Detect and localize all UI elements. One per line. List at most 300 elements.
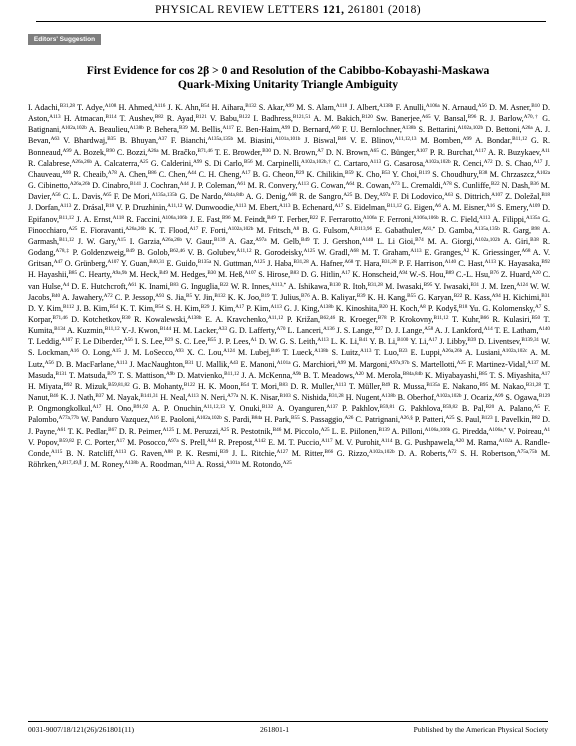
author-affiliation: A102a,102b	[425, 158, 451, 165]
author-name: N. Neri,	[200, 393, 228, 403]
author-affiliation: B39	[356, 292, 366, 299]
author-name: N. Arnaud,	[442, 103, 478, 112]
author-entry	[385, 326, 433, 335]
author-affiliation: A7	[535, 303, 542, 310]
author-name: D. E. Hutchcroft,	[71, 281, 128, 291]
author-affiliation: B134	[54, 326, 66, 333]
author-affiliation: B131	[55, 370, 67, 377]
author-affiliation: B76	[301, 292, 310, 299]
author-entry	[248, 203, 290, 212]
author-name: Y. Choi,	[392, 169, 419, 179]
author-entry	[252, 382, 288, 391]
author-affiliation: B50	[531, 314, 541, 321]
author-name: E. Luppi,	[410, 348, 442, 358]
author-name: C. H. Cheng,	[198, 169, 242, 179]
author-name: R. Kowalewski,	[134, 314, 188, 324]
author-affiliation: B121	[195, 114, 207, 121]
author-name: K. Cho,	[355, 169, 382, 179]
author-affiliation: A118	[112, 214, 124, 221]
author-name: K. T. Kim,	[120, 303, 155, 313]
author-affiliation: A113	[49, 114, 61, 121]
author-entry	[398, 449, 456, 458]
author-affiliation: A99	[462, 136, 472, 143]
author-affiliation: B83	[169, 281, 179, 288]
author-affiliation: A78,‡	[55, 248, 70, 255]
author-affiliation: A17	[541, 370, 550, 377]
author-entry	[350, 136, 417, 145]
author-name: G. De Nardo,	[179, 192, 224, 202]
author-affiliation: B130	[329, 281, 341, 288]
author-affiliation: A99	[336, 359, 346, 366]
author-entry	[425, 371, 487, 380]
author-entry	[186, 237, 226, 246]
author-affiliation: B31,28	[328, 393, 344, 400]
author-name: H. Koch,	[389, 303, 420, 313]
author-entry	[121, 326, 171, 335]
author-entry	[229, 404, 273, 413]
author-name: I. Adachi,	[28, 103, 60, 112]
author-entry	[180, 192, 244, 201]
author-entry	[62, 293, 113, 302]
author-affiliation: A1	[543, 426, 551, 433]
author-list	[28, 102, 550, 470]
author-entry	[456, 270, 499, 279]
author-entry	[82, 348, 121, 357]
author-affiliation: A97a	[379, 192, 391, 199]
author-name: V. Bansal,	[433, 114, 468, 124]
author-affiliation: B10	[531, 103, 540, 109]
author-name: M. T. Graham,	[361, 248, 411, 258]
author-name: V. E. Blinov,	[349, 136, 395, 146]
author-entry	[361, 248, 421, 257]
author-entry	[475, 136, 527, 145]
author-entry	[390, 315, 448, 324]
author-name: D. M. Asner,	[489, 103, 532, 112]
author-affiliation: B132	[214, 292, 226, 299]
author-name: P. Kodyš,	[427, 303, 459, 313]
author-affiliation: A102a,102b	[457, 125, 484, 132]
author-affiliation: A142	[254, 437, 266, 444]
author-name: A. Chen,	[118, 169, 148, 179]
author-name: S. Choudhury,	[432, 169, 479, 179]
author-entry	[504, 237, 539, 246]
author-name: R. Faccini,	[126, 214, 162, 224]
author-entry	[69, 371, 116, 380]
author-affiliation: B55	[291, 415, 300, 422]
author-affiliation: A107	[244, 270, 257, 277]
author-entry	[432, 170, 487, 179]
author-affiliation: A73	[390, 181, 400, 188]
author-name: B. Pal,	[461, 404, 486, 414]
author-affiliation: A56	[123, 337, 133, 344]
author-affiliation: A61	[127, 281, 137, 288]
author-entry	[366, 371, 423, 380]
author-affiliation: A26a,26b	[69, 181, 91, 188]
author-entry	[376, 114, 431, 123]
author-entry	[233, 215, 276, 224]
author-affiliation: A26a,26b	[161, 236, 182, 243]
author-name: O. Grünberg,	[64, 259, 108, 269]
author-name: G. Finocchiaro,	[28, 214, 551, 235]
author-affiliation: B30	[262, 147, 271, 154]
author-name: Y. B. Li,	[369, 337, 398, 347]
author-affiliation: A107	[491, 192, 503, 199]
author-name: J. Ocariz,	[463, 393, 495, 403]
author-affiliation: A26a,26b	[71, 158, 92, 165]
editors-suggestion-badge: Editors' Suggestion	[28, 34, 101, 45]
author-affiliation: B98	[531, 225, 540, 232]
author-affiliation: B71,46	[52, 314, 68, 321]
author-affiliation: A135a,135b	[474, 225, 500, 232]
author-affiliation: A124	[223, 348, 235, 355]
author-affiliation: A113	[270, 303, 282, 310]
author-entry	[120, 304, 163, 313]
author-affiliation: A135a,135b	[151, 192, 178, 199]
author-name: E. Guido,	[166, 259, 198, 269]
author-name: R. Pestotnik,	[231, 426, 273, 436]
author-entry	[201, 226, 253, 235]
author-affiliation: A113	[279, 203, 291, 210]
author-affiliation: B95	[423, 281, 433, 288]
author-name: B. G. Cheon,	[252, 169, 296, 179]
author-name: M. Biasini,	[236, 136, 275, 146]
author-affiliation: B82	[154, 114, 164, 121]
footer-publisher: Published by the American Physical Society	[413, 725, 548, 734]
author-name: G. Marchiori,	[292, 359, 337, 369]
author-affiliation: A137	[326, 404, 338, 411]
author-affiliation: A109	[528, 203, 541, 210]
author-name: H. M. Lacker,	[173, 326, 219, 336]
author-affiliation: A113	[479, 214, 491, 221]
author-affiliation: B27	[374, 326, 384, 333]
author-entry	[412, 360, 466, 369]
author-entry	[63, 136, 116, 145]
author-affiliation: A15	[112, 348, 121, 355]
author-name: J. M. LoSecco,	[124, 348, 175, 358]
author-affiliation: A15	[116, 236, 126, 243]
author-entry	[256, 226, 299, 235]
author-name: B. T. Meadows,	[303, 370, 355, 380]
author-entry	[284, 304, 334, 313]
author-entry	[75, 337, 133, 346]
author-affiliation: A99	[62, 147, 72, 154]
author-affiliation: A17	[235, 303, 245, 310]
author-affiliation: B49	[381, 381, 391, 388]
author-affiliation: A135a	[526, 214, 540, 221]
author-affiliation: B139	[378, 426, 390, 433]
author-entry	[337, 326, 383, 335]
author-entry	[28, 103, 75, 112]
author-name: J. Cochran,	[143, 181, 180, 191]
author-name: J. Haba,	[267, 259, 294, 269]
author-entry	[409, 270, 454, 279]
author-entry	[240, 393, 290, 402]
author-affiliation: B29	[295, 169, 305, 176]
author-name: S. Jia,	[166, 292, 187, 302]
author-name: C. P. Jessop,	[114, 292, 156, 302]
author-entry	[191, 181, 246, 190]
author-name: R. de Sangro,	[298, 192, 344, 202]
author-affiliation: A14	[483, 326, 493, 333]
author-name: Y. Li,	[410, 337, 429, 347]
author-affiliation: B96	[221, 214, 231, 221]
author-entry	[76, 215, 124, 224]
author-entry	[106, 393, 158, 402]
author-affiliation: A11	[541, 147, 551, 154]
author-affiliation: A26,§	[399, 415, 413, 422]
author-name: G. Pakhlova,	[398, 404, 443, 414]
author-affiliation: A106a,106b	[424, 426, 451, 433]
author-affiliation: A78	[442, 181, 452, 188]
author-entry	[143, 181, 188, 190]
author-affiliation: A77a	[227, 393, 239, 400]
author-affiliation: A116	[154, 103, 166, 109]
author-name: S. Bettarini,	[418, 125, 458, 135]
journal-volume: 121,	[322, 4, 345, 16]
author-name: M. Bomben,	[420, 136, 463, 146]
author-name: V. Bhardwaj,	[63, 136, 108, 146]
author-entry	[253, 170, 304, 179]
author-affiliation: A64	[345, 181, 355, 188]
author-entry	[63, 192, 112, 201]
author-entry	[28, 270, 77, 279]
author-affiliation: B86	[147, 169, 157, 176]
author-name: G. Calderini,	[150, 158, 194, 168]
author-name: A. J. Bevan,	[28, 125, 551, 146]
author-name: A. Bozek,	[73, 147, 107, 157]
author-affiliation: A25	[445, 415, 455, 422]
author-entry	[393, 382, 440, 391]
author-entry	[176, 427, 229, 436]
author-entry	[428, 237, 501, 246]
author-entry	[458, 259, 496, 268]
author-name: M. Feindt,	[233, 214, 268, 224]
author-entry	[196, 460, 240, 469]
author-name: F. Ferrarotto,	[320, 214, 363, 224]
author-entry	[218, 337, 257, 346]
author-name: A. Beaulieu,	[88, 125, 130, 135]
author-name: C. Bünger,	[381, 147, 417, 157]
author-affiliation: A84a,84b	[223, 192, 244, 199]
author-affiliation: A,B113,96	[349, 225, 373, 232]
author-name: A. Rossi,	[196, 460, 226, 469]
author-entry	[130, 237, 182, 246]
author-entry	[335, 438, 393, 447]
author-entry	[283, 427, 329, 436]
author-name: Yu. G. Kolomensky,	[469, 303, 536, 313]
author-affiliation: B19	[261, 292, 270, 299]
author-entry	[443, 382, 488, 391]
author-entry	[381, 148, 428, 157]
author-affiliation: A106a	[425, 103, 440, 109]
author-name: J. B. Kim,	[76, 303, 110, 313]
author-entry	[124, 348, 184, 357]
author-entry	[438, 226, 500, 235]
author-name: D. N. Brown,	[325, 147, 370, 157]
author-name: C. L. Davis,	[62, 192, 103, 202]
author-affiliation: A78	[107, 169, 117, 176]
author-entry	[241, 360, 291, 369]
author-affiliation: A138b	[124, 460, 139, 466]
author-affiliation: A26a,26b	[125, 225, 146, 232]
author-entry	[137, 248, 184, 257]
author-entry	[491, 382, 541, 391]
author-entry	[28, 438, 74, 447]
author-affiliation: A68	[344, 259, 354, 266]
author-entry	[268, 438, 333, 447]
author-name: D. Kotchetkov,	[71, 314, 122, 324]
author-name: E. Nakano,	[442, 381, 480, 391]
author-name: X. C. Lou,	[186, 348, 224, 358]
author-name: P. Križan,	[286, 314, 321, 324]
author-affiliation: B71,46	[197, 147, 213, 154]
author-affiliation: B31,28	[367, 281, 383, 288]
author-affiliation: A58	[424, 326, 434, 333]
author-entry	[168, 103, 210, 112]
author-name: M. Chrzaszcz,	[489, 169, 537, 179]
author-entry	[273, 148, 323, 157]
author-name: P. Ongmongkolkul,	[28, 404, 93, 414]
author-entry	[215, 148, 271, 157]
author-entry	[456, 415, 492, 424]
author-name: U. Mallik,	[195, 359, 230, 369]
author-entry	[205, 315, 283, 324]
author-name: M. Merola,	[366, 370, 403, 380]
author-entry	[129, 270, 168, 279]
author-affiliation: A88	[163, 448, 173, 455]
author-name: A. M. Eisner,	[442, 203, 487, 213]
author-affiliation: A56	[51, 192, 61, 199]
author-name: S. Ogawa,	[505, 393, 539, 403]
author-name: S. Martellotti,	[411, 359, 457, 369]
author-affiliation: A77a,77b	[58, 415, 79, 422]
author-name: F. De Mori,	[113, 192, 152, 202]
author-affiliation: B132	[245, 103, 257, 109]
author-entry	[302, 226, 372, 235]
author-entry	[254, 248, 315, 257]
author-affiliation: B31,28	[525, 381, 542, 388]
author-entry	[370, 337, 409, 346]
author-name: Z. Huard,	[500, 270, 532, 280]
author-affiliation: A9a,9b	[111, 270, 128, 277]
author-name: D. Matvienko,	[177, 370, 225, 380]
author-name: J. MacNaughton,	[129, 359, 185, 369]
author-entry	[120, 114, 164, 123]
author-name: A. Oyanguren,	[276, 404, 327, 414]
author-entry	[56, 360, 127, 369]
author-name: T. S. Mattison,	[117, 370, 166, 380]
author-name: D. Bettoni,	[485, 125, 522, 135]
author-name: T. Nanut,	[28, 381, 551, 403]
author-entry	[133, 382, 196, 391]
author-affiliation: B122	[183, 381, 196, 388]
author-entry	[434, 282, 479, 291]
author-entry	[430, 148, 486, 157]
author-entry	[502, 181, 539, 190]
author-name: S. Hirose,	[258, 270, 291, 280]
author-name: P. Krokovny,	[390, 314, 434, 324]
author-entry	[391, 427, 450, 436]
author-name: T. Müller,	[348, 381, 382, 391]
author-entry	[493, 315, 541, 324]
title-line-2: Quark-Mixing Unitarity Triangle Ambiguity	[177, 78, 399, 91]
author-entry	[190, 215, 231, 224]
author-entry	[390, 304, 426, 313]
author-name: D. A. Roberts,	[398, 448, 448, 458]
author-affiliation: A99	[193, 158, 203, 165]
author-name: K. Kinoshita,	[335, 303, 380, 313]
author-affiliation: B55	[407, 292, 416, 299]
author-entry	[498, 404, 540, 413]
author-affiliation: B18	[458, 303, 468, 310]
author-name: M. Hedges,	[169, 270, 208, 280]
author-entry	[334, 159, 381, 168]
author-entry	[415, 415, 455, 424]
author-entry	[187, 248, 251, 257]
author-name: M. Rotondo,	[241, 460, 283, 469]
author-entry	[152, 404, 225, 413]
author-name: M. R. Convery,	[247, 181, 298, 191]
author-affiliation: B91,92	[133, 404, 149, 411]
author-affiliation: A26a	[147, 147, 159, 154]
author-affiliation: B96	[467, 114, 477, 121]
author-name: G. R. Bonneaud,	[28, 136, 551, 157]
author-affiliation: B139,31	[521, 337, 540, 344]
article-number: 261801	[347, 4, 385, 16]
author-name: S. Emery,	[497, 203, 529, 213]
author-name: T. Kumita,	[28, 314, 550, 336]
author-name: T. Lueck,	[282, 348, 315, 358]
author-entry	[313, 114, 373, 123]
author-entry	[455, 192, 502, 201]
author-affiliation: A125	[303, 248, 316, 255]
author-entry	[73, 148, 114, 157]
header-rule	[36, 21, 546, 22]
author-name: T. Mori,	[251, 381, 280, 391]
author-entry	[236, 125, 290, 134]
author-entry	[348, 360, 409, 369]
author-affiliation: A25	[456, 359, 466, 366]
author-entry	[199, 170, 251, 179]
author-entry	[173, 326, 227, 335]
author-entry	[349, 382, 390, 391]
author-entry	[121, 259, 165, 268]
author-name: S. Nishida,	[292, 393, 329, 403]
author-entry	[194, 293, 226, 302]
author-affiliation: A94	[398, 270, 408, 277]
author-entry	[28, 304, 74, 313]
author-name: R. Calabrese,	[28, 158, 72, 168]
author-name: F. Martinez-Vidal,	[467, 359, 528, 369]
author-affiliation: A93	[174, 348, 184, 355]
author-entry	[288, 282, 340, 291]
author-name: A. Jawahery,	[61, 292, 104, 302]
author-entry	[277, 404, 338, 413]
author-name: W. Dunwoodie,	[184, 203, 235, 213]
author-name: M. Nakao,	[490, 381, 526, 391]
author-affiliation: A20	[354, 370, 364, 377]
author-entry	[228, 293, 270, 302]
author-entry	[212, 103, 257, 112]
author-name: E. Manoni,	[240, 359, 277, 369]
author-name: E. Gabathuler,	[375, 225, 423, 235]
author-entry	[118, 371, 175, 380]
author-entry	[248, 181, 309, 190]
author-affiliation: B11,12	[386, 203, 402, 210]
author-name: H. Ono,	[105, 404, 134, 414]
author-entry	[190, 125, 234, 134]
author-name: D. N. Brown,	[273, 147, 318, 157]
